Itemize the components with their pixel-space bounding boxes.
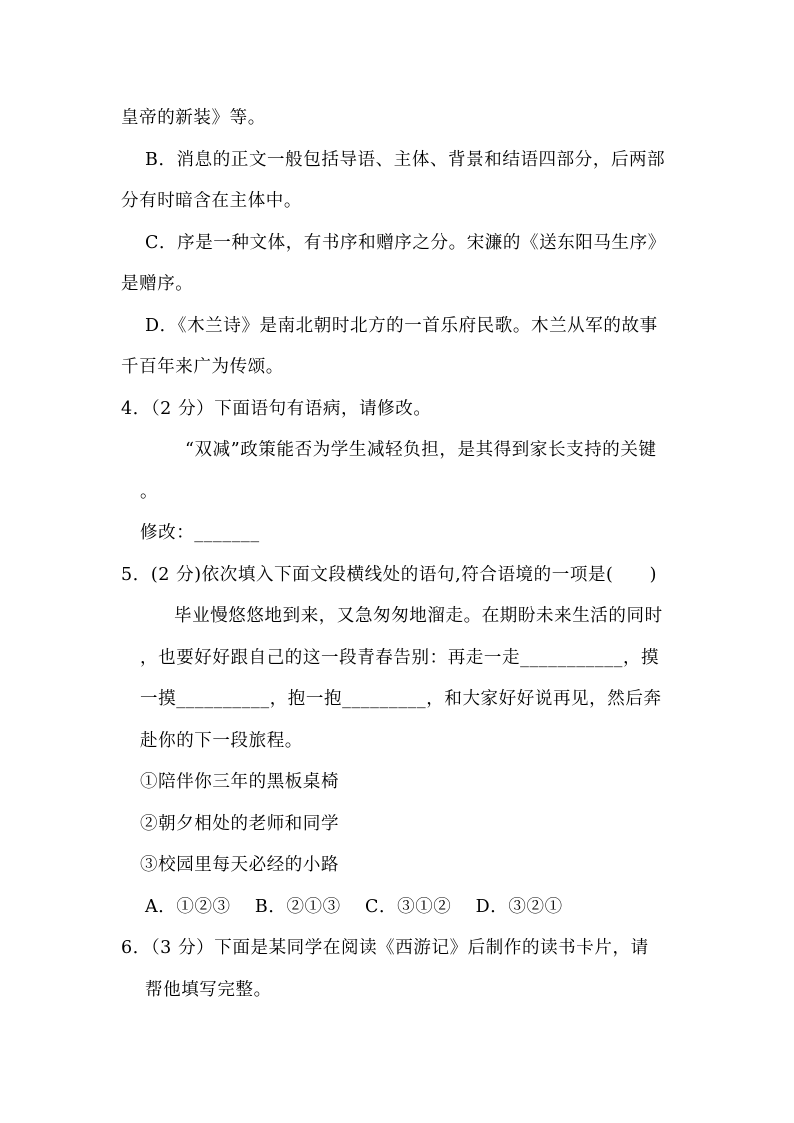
option-d-line-1: D．《木兰诗》是南北朝时北方的一首乐府民歌。木兰从军的故事: [145, 316, 658, 336]
question-5-passage-line-4: 赴你的下一段旅程。: [140, 731, 303, 751]
option-c-line-1: C．序是一种文体，有书序和赠序之分。宋濂的《送东阳马生序》: [145, 233, 666, 253]
question-6-heading: 6．（3 分）下面是某同学在阅读《西游记》后制作的读书卡片，请: [121, 938, 649, 958]
option-d-line-2: 千百年来广为传颂。: [121, 357, 284, 377]
question-5-item-1: ①陪伴你三年的黑板桌椅: [140, 772, 340, 792]
option-c-line-2: 是赠序。: [121, 274, 194, 294]
question-5-item-2: ②朝夕相处的老师和同学: [140, 814, 340, 834]
question-4-answer-line: 修改：_______: [140, 523, 260, 543]
question-4-heading: 4．（2 分）下面语句有语病，请修改。: [121, 399, 432, 419]
option-b-line-1: B．消息的正文一般包括导语、主体、背景和结语四部分，后两部: [145, 150, 666, 170]
question-4-sentence-end: 。: [140, 482, 159, 502]
option-b-line-2: 分有时暗含在主体中。: [121, 191, 302, 211]
question-5-passage-line-1: 毕业慢悠悠地到来，又急匆匆地溜走。在期盼未来生活的同时: [174, 606, 663, 626]
question-5-passage-line-2: ，也要好好跟自己的这一段青春告别：再走一走___________，摸: [140, 648, 660, 668]
question-5-item-3: ③校园里每天必经的小路: [140, 855, 340, 875]
question-5-passage-line-3: 一摸__________，抱一抱_________，和大家好好说再见，然后奔: [140, 689, 662, 709]
text-line-continuation: 皇帝的新装》等。: [121, 108, 266, 128]
question-4-sentence: “双减”政策能否为学生减轻负担，是其得到家长支持的关键: [185, 440, 657, 460]
question-5-choices: A．①②③ B．②①③ C．③①② D．③②①: [145, 897, 563, 917]
question-5-heading: 5．(2 分)依次填入下面文段横线处的语句,符合语境的一项是( ): [121, 565, 658, 585]
question-6-heading-line-2: 帮他填写完整。: [145, 980, 272, 1000]
